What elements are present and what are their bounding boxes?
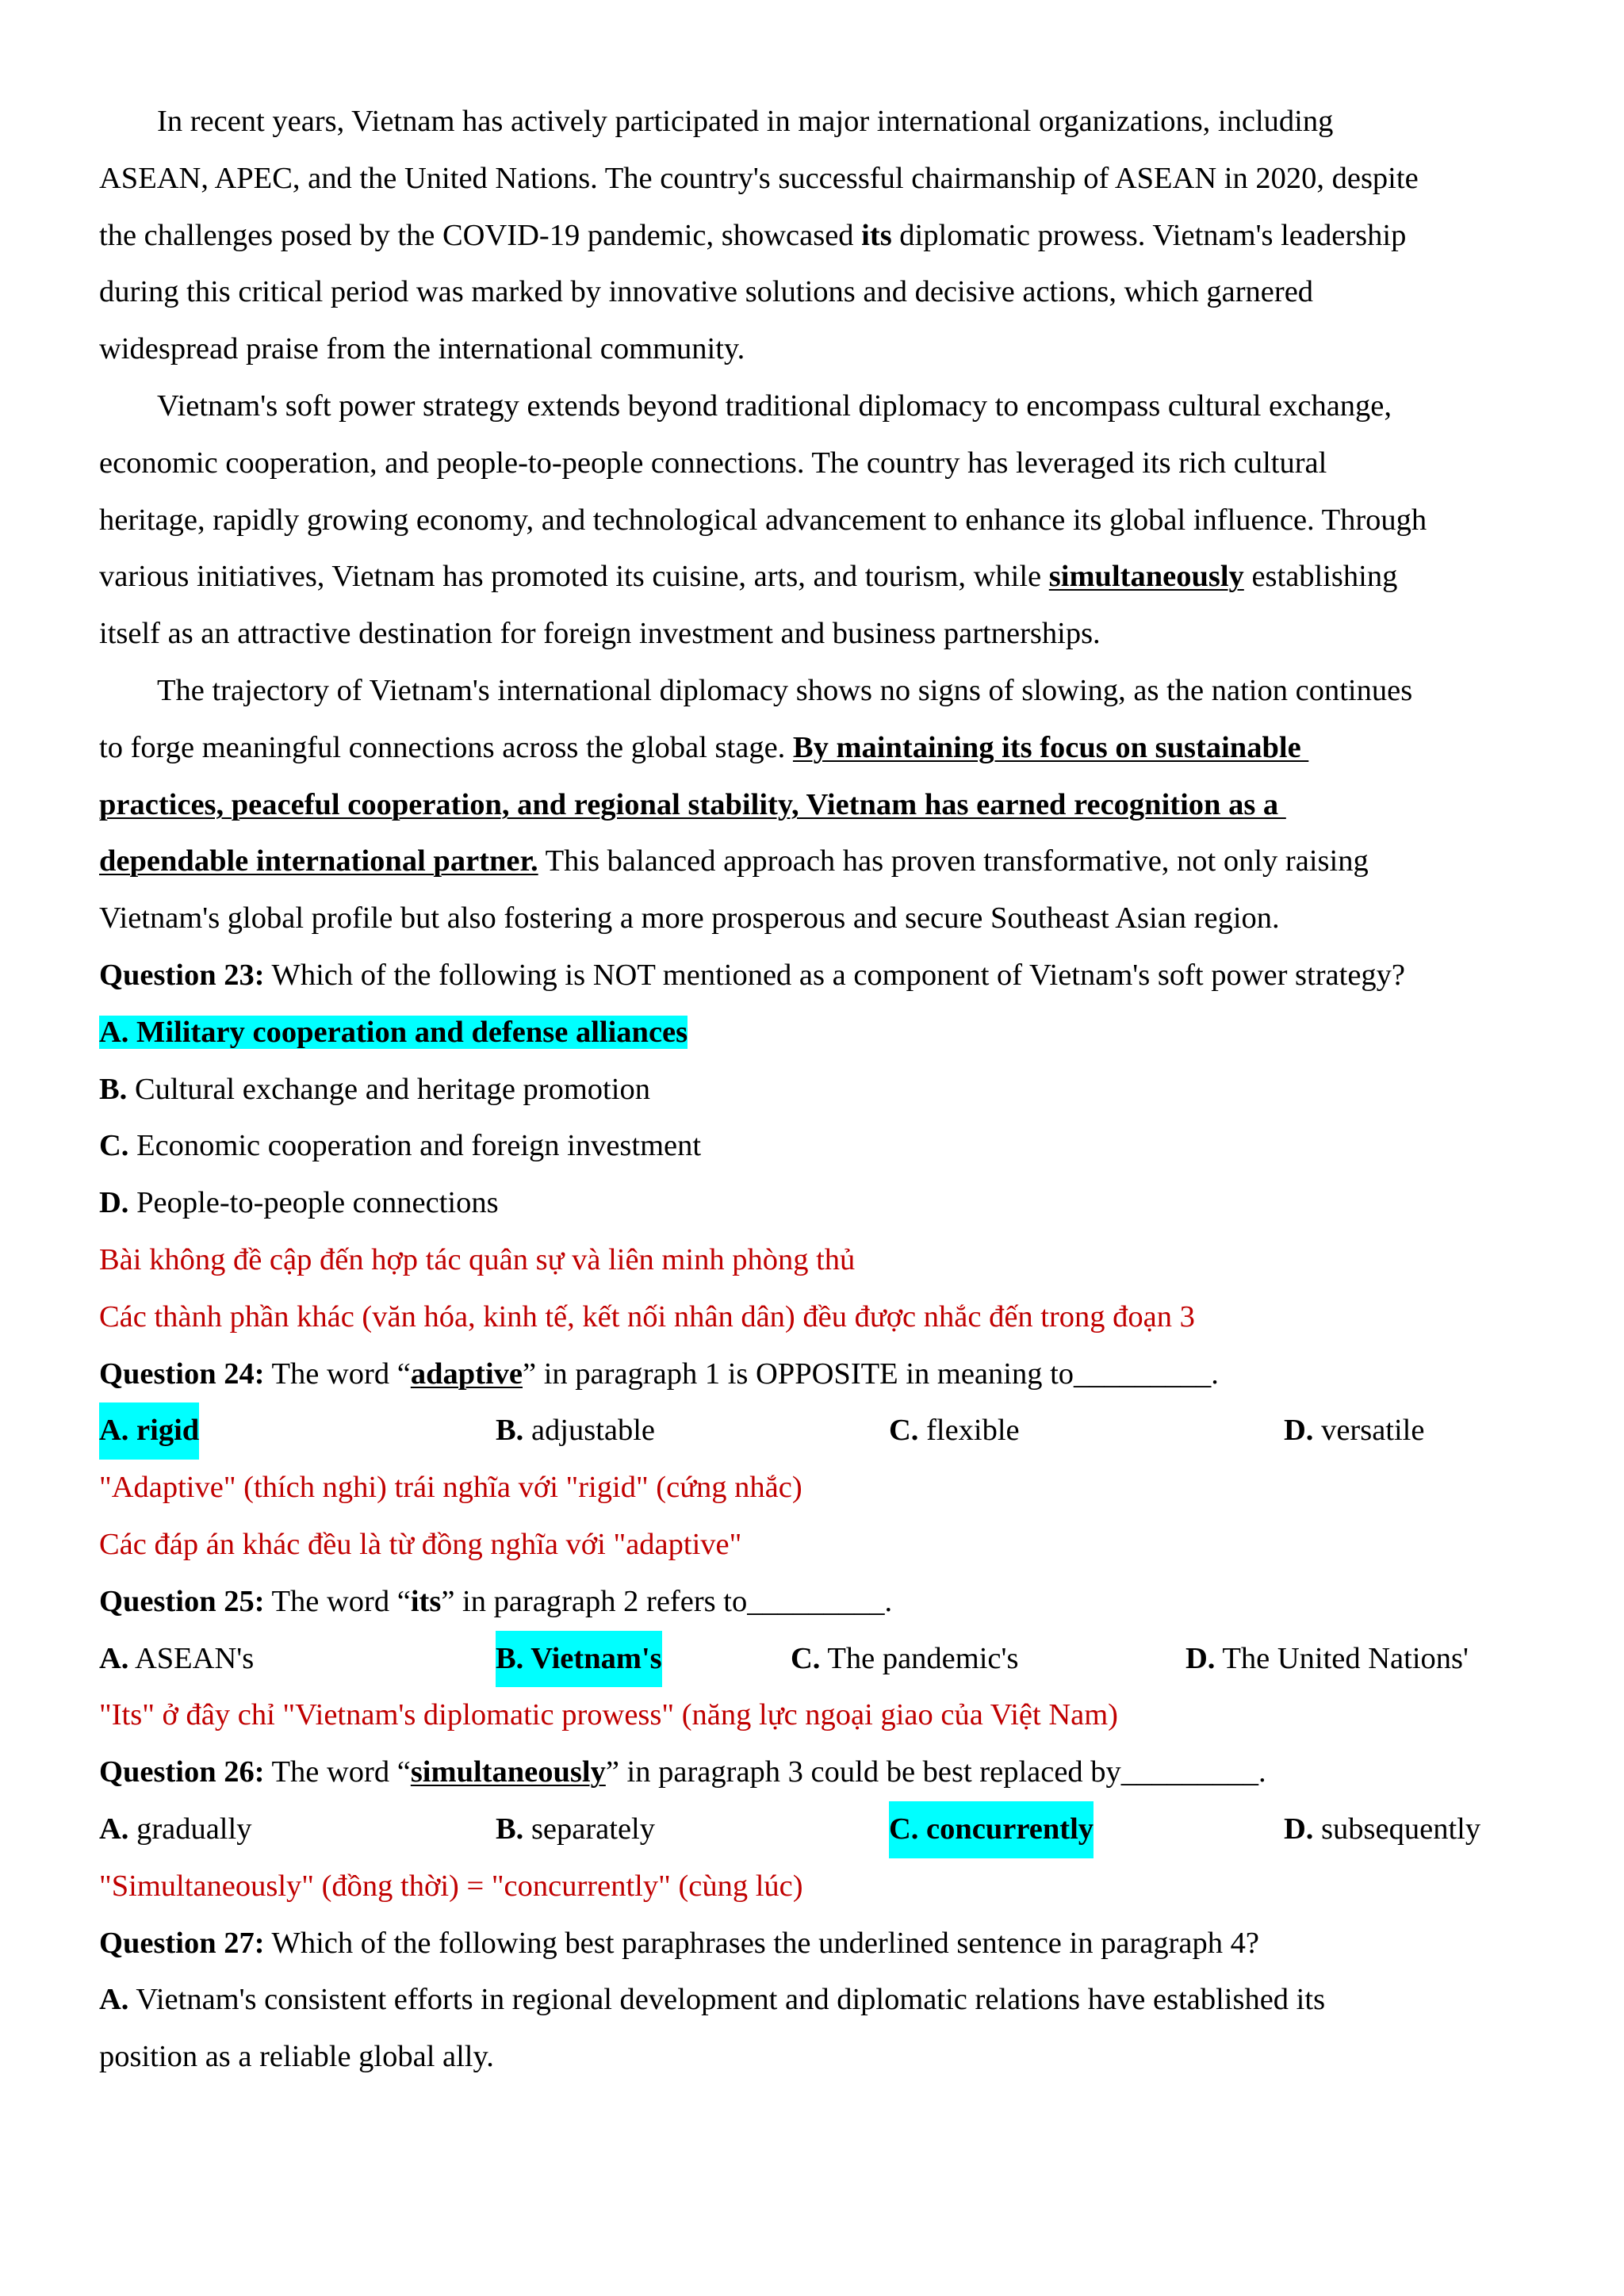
answer-option-a [99,1631,254,1688]
text-span: diplomatic prowess. Vietnam's leadership [891,218,1407,252]
answer-option-b [496,1801,655,1858]
text-line [99,94,1542,151]
answer-option-a [99,1004,1542,1062]
question-text: ” in paragraph 2 refers to_________. [441,1584,893,1618]
answer-option-d [99,1175,1542,1232]
text-span: establishing [1243,560,1398,594]
option-letter: B. [99,1072,128,1106]
text-span: the challenges posed by the COVID-19 pandemic, showcased [99,218,862,252]
option-text: flexible [918,1414,1020,1448]
answer-option-c [889,1402,1020,1460]
question-text: The word “ [264,1755,411,1789]
text-line [99,151,1542,208]
correct-answer-highlight: C. concurrently [889,1801,1094,1858]
option-letter: C. [889,1414,919,1448]
option-text: Cultural exchange and heritage promotion [127,1072,650,1106]
explanation-line: Các thành phần khác (văn hóa, kinh tế, kết nối nhân dân) đều được nhắc đến trong đoạn 3 [99,1299,1195,1334]
explanation-line: Các đáp án khác đều là từ đồng nghĩa với "adaptive" [99,1527,742,1561]
option-letter: D. [1284,1414,1314,1448]
text-span: The trajectory of Vietnam's international diplomacy shows no signs of slowing, as the nation continues [157,673,1413,707]
question-label: Question 24: [99,1357,265,1391]
question-text: ” in paragraph 1 is OPPOSITE in meaning to_________. [523,1357,1219,1391]
question-stem [99,1915,1542,1973]
option-letter: C. [99,1129,129,1163]
option-text: Vietnam's consistent efforts in regional development and diplomatic relations have established its [128,1983,1326,2017]
text-line [99,606,1542,663]
option-letter: D. [99,1186,129,1220]
answer-option-d [1185,1631,1469,1688]
text-line [99,264,1542,321]
text-line [99,833,1542,890]
answer-options-row [99,1631,1542,1688]
answer-option-b [496,1402,655,1460]
target-word: simultaneously [410,1755,606,1789]
explanation-line: "Simultaneously" (đồng thời) = "concurrently" (cùng lúc) [99,1869,803,1903]
question-label: Question 25: [99,1584,265,1618]
passage-paragraph-3 [99,378,1542,663]
text-span: economic cooperation, and people-to-people connections. The country has leveraged its rich cultural [99,446,1327,480]
text-span: heritage, rapidly growing economy, and technological advancement to enhance its global influence. Through [99,503,1427,537]
option-letter: C. [791,1641,821,1675]
answer-option-c [791,1631,1018,1688]
option-text: ASEAN's [128,1641,255,1675]
answer-options-row [99,1402,1542,1460]
question-text: The word “ [264,1357,411,1391]
target-word: its [410,1584,442,1618]
question-label: Question 26: [99,1755,265,1789]
option-text: separately [523,1812,655,1846]
text-span: This balanced approach has proven transformative, not only raising [538,844,1369,878]
option-text: gradually [128,1812,252,1846]
text-span: ASEAN, APEC, and the United Nations. The country's successful chairmanship of ASEAN in 2020, despite [99,161,1419,195]
text-line [99,549,1542,606]
text-line [99,663,1542,720]
passage-paragraph-4 [99,663,1542,947]
option-text: People-to-people connections [128,1186,499,1220]
question-23 [99,947,1542,1346]
option-text: subsequently [1313,1812,1481,1846]
text-span: during this critical period was marked by innovative solutions and decisive actions, which garnered [99,275,1314,309]
answer-option-a-continued [99,2029,1542,2086]
option-letter: A. [99,1983,129,2017]
text-line [99,321,1542,378]
option-letter: B. [496,1414,524,1448]
correct-answer-highlight: A. Military cooperation and defense alliances [99,1015,688,1049]
option-text: The United Nations' [1215,1641,1469,1675]
answer-option-d [1284,1801,1480,1858]
answer-option-a [99,1972,1542,2029]
text-line [99,435,1542,492]
underlined-sentence: By maintaining its focus on sustainable [792,730,1309,764]
underlined-word-simultaneously: simultaneously [1048,560,1244,594]
text-line [99,720,1542,777]
option-letter: A. [99,1641,129,1675]
answer-option-a [99,1801,251,1858]
question-stem [99,1744,1542,1801]
answer-options-row [99,1801,1542,1858]
text-span: Vietnam's soft power strategy extends beyond traditional diplomacy to encompass cultural exchange, [157,388,1392,423]
bold-referent-its: its [861,218,892,252]
text-line [99,777,1542,834]
text-line [99,378,1542,435]
text-span: to forge meaningful connections across the global stage. [99,730,793,764]
question-text: ” in paragraph 3 could be best replaced by_________. [605,1755,1266,1789]
option-letter: B. [496,1812,524,1846]
question-stem [99,947,1542,1004]
option-letter: D. [1284,1812,1314,1846]
text-span: itself as an attractive destination for foreign investment and business partnerships. [99,617,1101,651]
underlined-sentence: dependable international partner. [99,844,538,878]
text-line [99,890,1542,947]
answer-option-c [99,1118,1542,1175]
question-label: Question 23: [99,958,265,992]
question-stem [99,1574,1542,1631]
option-text: position as a reliable global ally. [99,2040,494,2074]
option-letter: D. [1185,1641,1216,1675]
correct-answer-highlight: B. Vietnam's [496,1631,662,1688]
explanation-line: Bài không đề cập đến hợp tác quân sự và liên minh phòng thủ [99,1242,856,1276]
question-27 [99,1915,1542,2086]
option-text: Economic cooperation and foreign investment [128,1129,702,1163]
question-stem [99,1346,1542,1403]
option-text: adjustable [523,1414,656,1448]
question-26 [99,1744,1542,1915]
passage-paragraph-2 [99,94,1542,378]
text-line [99,208,1542,265]
question-label: Question 27: [99,1926,265,1960]
underlined-sentence: practices, peaceful cooperation, and regional stability, Vietnam has earned recognition as a [99,787,1286,821]
question-25 [99,1574,1542,1744]
answer-option-d [1284,1402,1424,1460]
option-text: The pandemic's [820,1641,1019,1675]
question-text: Which of the following best paraphrases the underlined sentence in paragraph 4? [264,1926,1259,1960]
explanation-line: "Adaptive" (thích nghi) trái nghĩa với "rigid" (cứng nhắc) [99,1471,802,1505]
text-span: various initiatives, Vietnam has promoted its cuisine, arts, and tourism, while [99,560,1049,594]
answer-option-b [99,1062,1542,1119]
text-span: Vietnam's global profile but also fostering a more prosperous and secure Southeast Asian region. [99,901,1280,936]
text-span: In recent years, Vietnam has actively participated in major international organizations, including [157,105,1334,138]
target-word: adaptive [410,1357,523,1391]
explanation-line: "Its" ở đây chỉ "Vietnam's diplomatic prowess" (năng lực ngoại giao của Việt Nam) [99,1698,1118,1732]
question-text: Which of the following is NOT mentioned as a component of Vietnam's soft power strategy? [264,958,1406,992]
option-letter: A. [99,1812,129,1846]
text-span: widespread praise from the international community. [99,332,745,366]
correct-answer-highlight: A. rigid [99,1402,199,1460]
question-text: The word “ [264,1584,411,1618]
question-24 [99,1346,1542,1574]
text-line [99,492,1542,549]
document-content [99,94,1542,2086]
option-text: versatile [1313,1414,1425,1448]
